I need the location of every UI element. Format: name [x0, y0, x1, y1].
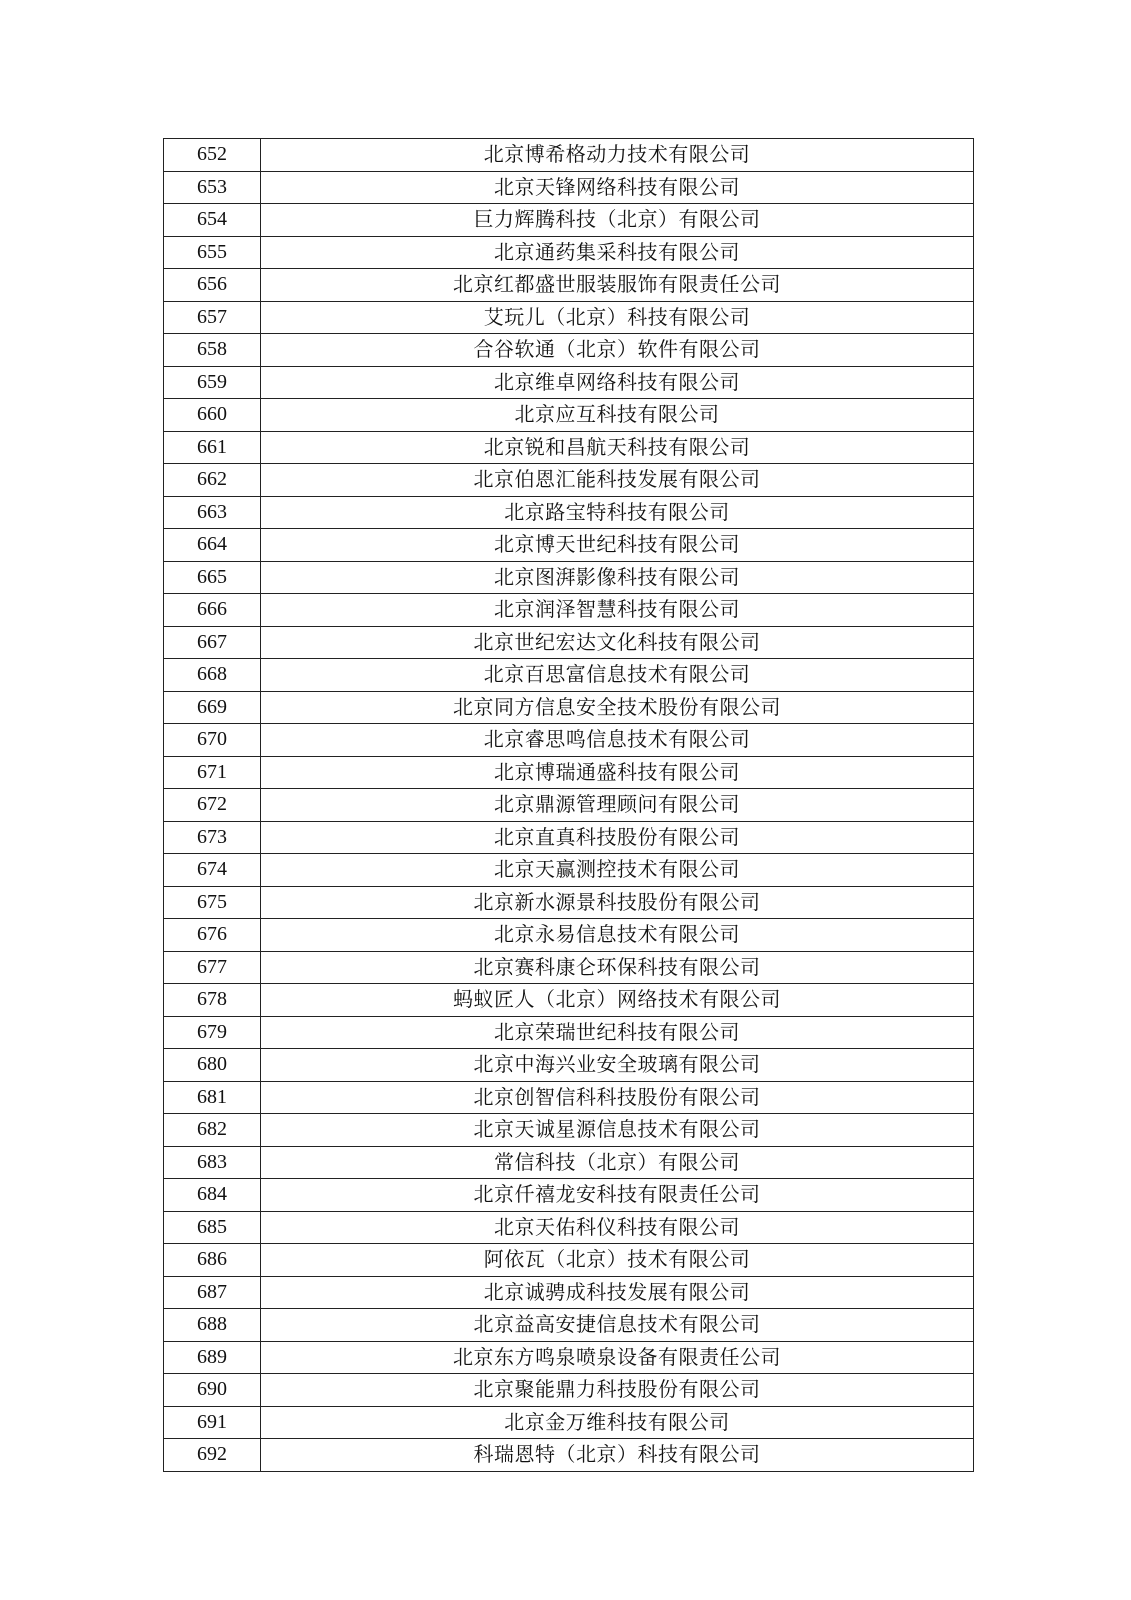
table-row — [164, 919, 974, 952]
row-index: 657 — [164, 301, 261, 334]
company-name: 北京世纪宏达文化科技有限公司 — [261, 626, 974, 659]
table-row — [164, 1406, 974, 1439]
table-row — [164, 756, 974, 789]
row-index: 674 — [164, 854, 261, 887]
table-row — [164, 171, 974, 204]
row-index: 670 — [164, 724, 261, 757]
row-index: 684 — [164, 1179, 261, 1212]
company-name: 北京百思富信息技术有限公司 — [261, 659, 974, 692]
row-index: 682 — [164, 1114, 261, 1147]
table-row — [164, 496, 974, 529]
row-index: 666 — [164, 594, 261, 627]
company-name: 科瑞恩特（北京）科技有限公司 — [261, 1439, 974, 1472]
table-row — [164, 1049, 974, 1082]
table-row — [164, 1309, 974, 1342]
company-name: 北京仟禧龙安科技有限责任公司 — [261, 1179, 974, 1212]
row-index: 673 — [164, 821, 261, 854]
company-name: 北京维卓网络科技有限公司 — [261, 366, 974, 399]
company-name: 北京锐和昌航天科技有限公司 — [261, 431, 974, 464]
table-row — [164, 1439, 974, 1472]
company-name: 北京荣瑞世纪科技有限公司 — [261, 1016, 974, 1049]
company-name: 北京博希格动力技术有限公司 — [261, 139, 974, 172]
table-row — [164, 269, 974, 302]
company-name: 北京天佑科仪科技有限公司 — [261, 1211, 974, 1244]
table-row — [164, 854, 974, 887]
company-name: 北京聚能鼎力科技股份有限公司 — [261, 1374, 974, 1407]
company-name: 北京润泽智慧科技有限公司 — [261, 594, 974, 627]
table-row — [164, 464, 974, 497]
company-name: 北京伯恩汇能科技发展有限公司 — [261, 464, 974, 497]
row-index: 661 — [164, 431, 261, 464]
row-index: 662 — [164, 464, 261, 497]
company-list-body — [164, 139, 974, 1472]
row-index: 691 — [164, 1406, 261, 1439]
company-name: 北京益高安捷信息技术有限公司 — [261, 1309, 974, 1342]
company-name: 北京红都盛世服装服饰有限责任公司 — [261, 269, 974, 302]
table-row — [164, 431, 974, 464]
company-name: 北京永易信息技术有限公司 — [261, 919, 974, 952]
table-row — [164, 789, 974, 822]
row-index: 654 — [164, 204, 261, 237]
company-name: 北京路宝特科技有限公司 — [261, 496, 974, 529]
row-index: 672 — [164, 789, 261, 822]
table-row — [164, 366, 974, 399]
table-row — [164, 529, 974, 562]
table-row — [164, 1374, 974, 1407]
company-name: 北京应互科技有限公司 — [261, 399, 974, 432]
company-name: 北京创智信科科技股份有限公司 — [261, 1081, 974, 1114]
company-name: 北京睿思鸣信息技术有限公司 — [261, 724, 974, 757]
row-index: 671 — [164, 756, 261, 789]
company-name: 北京图湃影像科技有限公司 — [261, 561, 974, 594]
company-name: 北京中海兴业安全玻璃有限公司 — [261, 1049, 974, 1082]
row-index: 663 — [164, 496, 261, 529]
row-index: 665 — [164, 561, 261, 594]
company-name: 合谷软通（北京）软件有限公司 — [261, 334, 974, 367]
table-row — [164, 1276, 974, 1309]
table-row — [164, 951, 974, 984]
table-row — [164, 1211, 974, 1244]
table-row — [164, 399, 974, 432]
company-name: 北京天锋网络科技有限公司 — [261, 171, 974, 204]
row-index: 681 — [164, 1081, 261, 1114]
company-list-table — [163, 138, 974, 1472]
company-name: 北京新水源景科技股份有限公司 — [261, 886, 974, 919]
table-row — [164, 886, 974, 919]
table-row — [164, 691, 974, 724]
table-row — [164, 1114, 974, 1147]
row-index: 679 — [164, 1016, 261, 1049]
table-row — [164, 626, 974, 659]
table-row — [164, 334, 974, 367]
table-row — [164, 561, 974, 594]
company-name: 艾玩儿（北京）科技有限公司 — [261, 301, 974, 334]
company-name: 北京鼎源管理顾问有限公司 — [261, 789, 974, 822]
row-index: 669 — [164, 691, 261, 724]
company-name: 巨力辉腾科技（北京）有限公司 — [261, 204, 974, 237]
row-index: 655 — [164, 236, 261, 269]
row-index: 676 — [164, 919, 261, 952]
row-index: 667 — [164, 626, 261, 659]
company-name: 北京通药集采科技有限公司 — [261, 236, 974, 269]
row-index: 664 — [164, 529, 261, 562]
company-name: 阿依瓦（北京）技术有限公司 — [261, 1244, 974, 1277]
row-index: 652 — [164, 139, 261, 172]
table-row — [164, 1081, 974, 1114]
row-index: 688 — [164, 1309, 261, 1342]
table-row — [164, 1341, 974, 1374]
table-row — [164, 821, 974, 854]
row-index: 689 — [164, 1341, 261, 1374]
row-index: 677 — [164, 951, 261, 984]
row-index: 680 — [164, 1049, 261, 1082]
table-row — [164, 139, 974, 172]
row-index: 685 — [164, 1211, 261, 1244]
row-index: 659 — [164, 366, 261, 399]
row-index: 692 — [164, 1439, 261, 1472]
row-index: 656 — [164, 269, 261, 302]
company-name: 常信科技（北京）有限公司 — [261, 1146, 974, 1179]
table-row — [164, 301, 974, 334]
table-row — [164, 236, 974, 269]
company-name: 北京赛科康仑环保科技有限公司 — [261, 951, 974, 984]
table-row — [164, 659, 974, 692]
row-index: 658 — [164, 334, 261, 367]
row-index: 660 — [164, 399, 261, 432]
row-index: 686 — [164, 1244, 261, 1277]
company-name: 北京同方信息安全技术股份有限公司 — [261, 691, 974, 724]
company-name: 北京博天世纪科技有限公司 — [261, 529, 974, 562]
company-name: 北京东方鸣泉喷泉设备有限责任公司 — [261, 1341, 974, 1374]
row-index: 690 — [164, 1374, 261, 1407]
table-row — [164, 594, 974, 627]
table-row — [164, 1179, 974, 1212]
company-name: 北京诚骋成科技发展有限公司 — [261, 1276, 974, 1309]
table-row — [164, 984, 974, 1017]
table-row — [164, 1146, 974, 1179]
table-row — [164, 204, 974, 237]
company-name: 蚂蚁匠人（北京）网络技术有限公司 — [261, 984, 974, 1017]
company-name: 北京天赢测控技术有限公司 — [261, 854, 974, 887]
company-name: 北京直真科技股份有限公司 — [261, 821, 974, 854]
row-index: 683 — [164, 1146, 261, 1179]
company-name: 北京金万维科技有限公司 — [261, 1406, 974, 1439]
row-index: 675 — [164, 886, 261, 919]
table-row — [164, 724, 974, 757]
table-row — [164, 1016, 974, 1049]
row-index: 678 — [164, 984, 261, 1017]
company-name: 北京天诚星源信息技术有限公司 — [261, 1114, 974, 1147]
table-row — [164, 1244, 974, 1277]
row-index: 687 — [164, 1276, 261, 1309]
company-name: 北京博瑞通盛科技有限公司 — [261, 756, 974, 789]
row-index: 653 — [164, 171, 261, 204]
row-index: 668 — [164, 659, 261, 692]
